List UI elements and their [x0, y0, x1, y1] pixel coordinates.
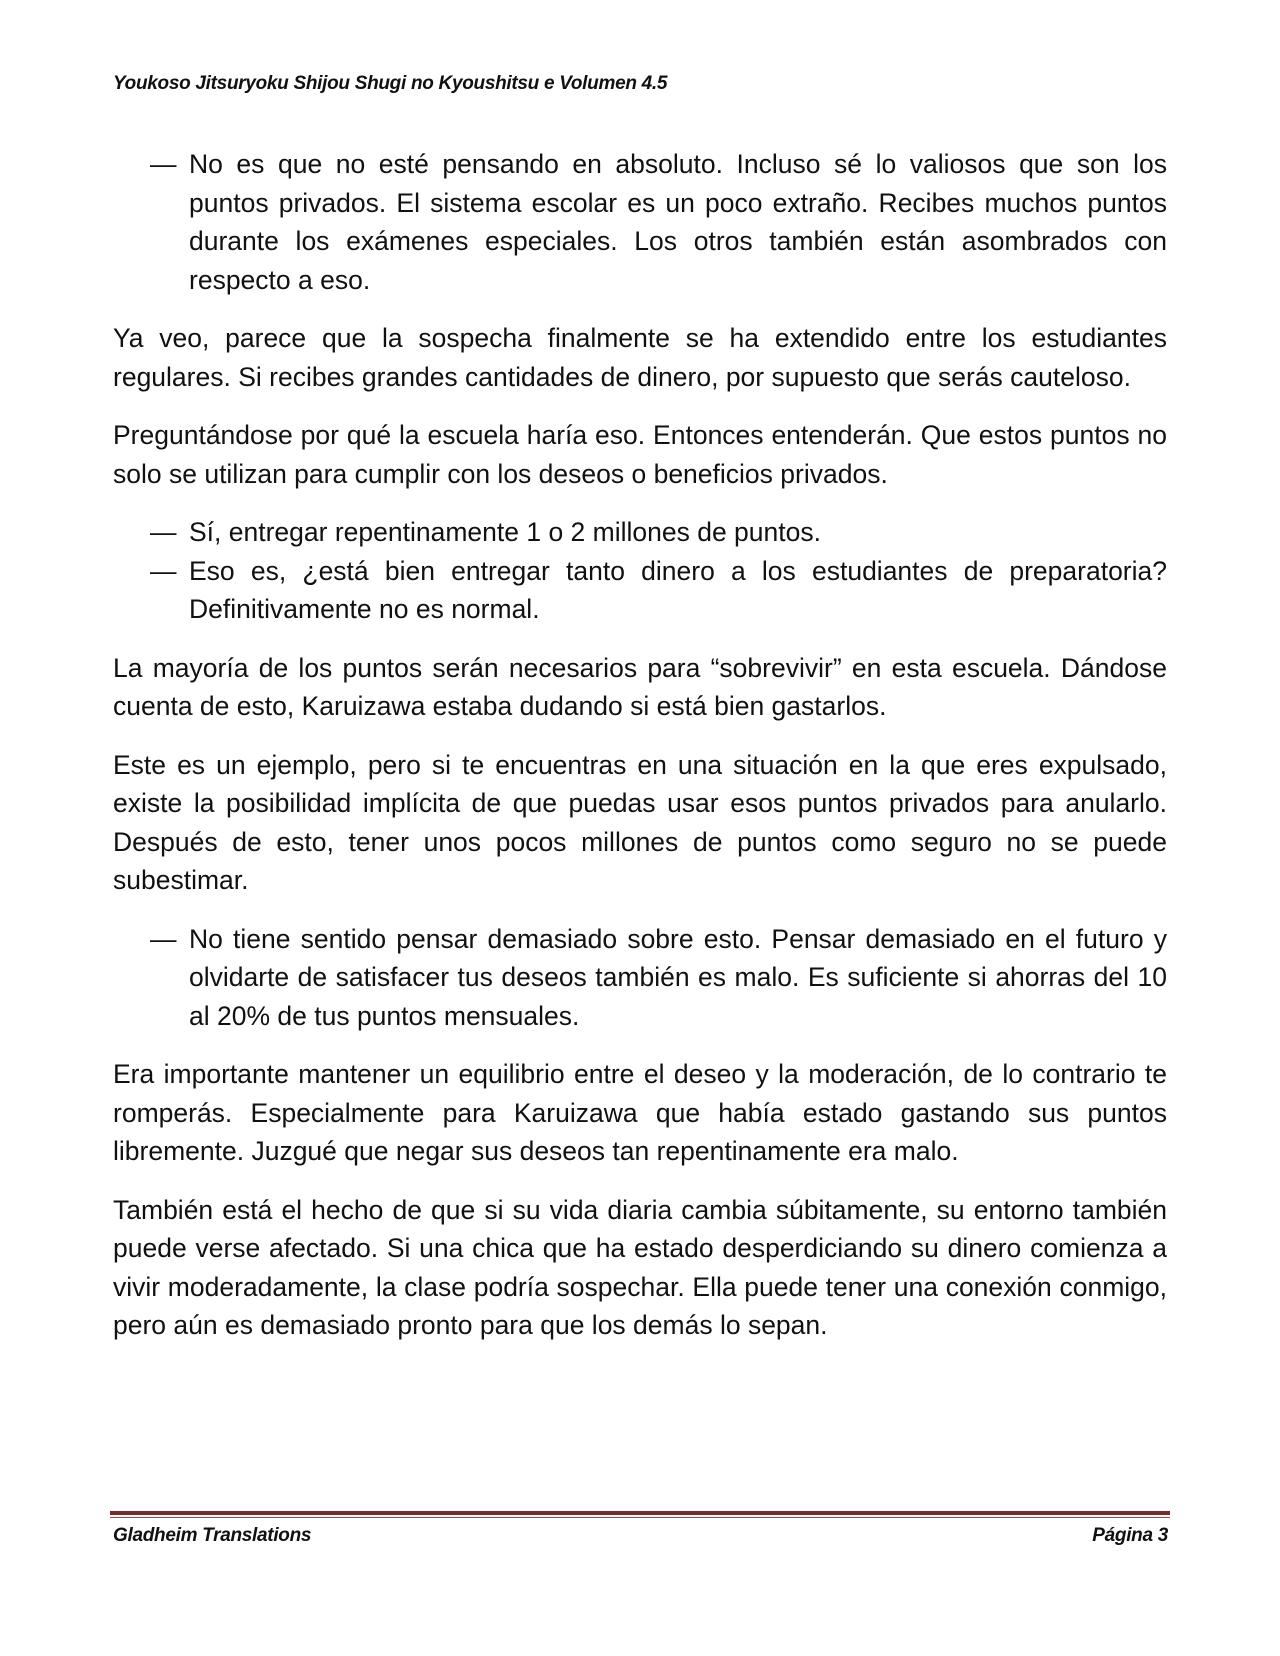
footer-divider-thick	[110, 1511, 1170, 1515]
dialogue-dash: —	[150, 555, 177, 586]
paragraph: Este es un ejemplo, pero si te encuentras en una situación en la que eres expulsado, existe la posibilidad implícita de que puedas usar esos puntos privados para anularlo. Después de esto, tener unos pocos millones de puntos como seguro no se puede subestimar.	[113, 749, 1167, 895]
paragraph: La mayoría de los puntos serán necesarios para “sobrevivir” en esta escuela. Dándose cuenta de esto, Karuizawa estaba dudando si está bien gastarlos.	[113, 652, 1167, 721]
dialogue-text: Eso es, ¿está bien entregar tanto dinero a los estudiantes de preparatoria? Definitivamente no es normal.	[189, 555, 1167, 624]
body-text	[113, 145, 1167, 1365]
dialogue-line	[113, 552, 1167, 629]
dialogue-dash: —	[150, 923, 177, 954]
footer-publisher: Gladheim Translations	[113, 1525, 312, 1546]
dialogue-line	[113, 145, 1167, 299]
dialogue-text: No tiene sentido pensar demasiado sobre esto. Pensar demasiado en el futuro y olvidarte de satisfacer tus deseos también es malo. Es suficiente si ahorras del 10 al 20% de tus puntos mensuales.	[189, 923, 1167, 1031]
dialogue-text: Sí, entregar repentinamente 1 o 2 millones de puntos.	[189, 517, 821, 547]
dialogue-group	[113, 513, 1167, 629]
paragraph: Preguntándose por qué la escuela haría eso. Entonces entenderán. Que estos puntos no solo se utilizan para cumplir con los deseos o beneficios privados.	[113, 420, 1167, 489]
dialogue-line	[113, 513, 1167, 552]
dialogue-dash: —	[150, 517, 177, 547]
paragraph: Era importante mantener un equilibrio entre el deseo y la moderación, de lo contrario te romperás. Especialmente para Karuizawa que había estado gastando sus puntos libremente. Juzgué que negar sus deseos tan repentinamente era malo.	[113, 1059, 1167, 1166]
dialogue-line	[113, 920, 1167, 1036]
dialogue-text: No es que no esté pensando en absoluto. Incluso sé lo valiosos que son los puntos privados. El sistema escolar es un poco extraño. Recibes muchos puntos durante los exámenes especiales. Los otros también están asombrados con respecto a eso.	[189, 149, 1167, 295]
paragraph: Ya veo, parece que la sospecha finalmente se ha extendido entre los estudiantes regulares. Si recibes grandes cantidades de dinero, por supuesto que serás cauteloso.	[113, 323, 1167, 392]
footer-divider-thin	[110, 1517, 1170, 1518]
page-number: Página 3	[1092, 1525, 1168, 1546]
paragraph: También está el hecho de que si su vida diaria cambia súbitamente, su entorno también puede verse afectado. Si una chica que ha estado desperdiciando su dinero comienza a vivir moderadamente, la clase podría sospechar. Ella puede tener una conexión conmigo, pero aún es demasiado pronto para que los demás lo sepan.	[113, 1194, 1167, 1340]
running-header-title: Youkoso Jitsuryoku Shijou Shugi no Kyoushitsu e Volumen 4.5	[113, 73, 668, 94]
footer-divider	[110, 1511, 1170, 1518]
dialogue-dash: —	[150, 149, 177, 179]
